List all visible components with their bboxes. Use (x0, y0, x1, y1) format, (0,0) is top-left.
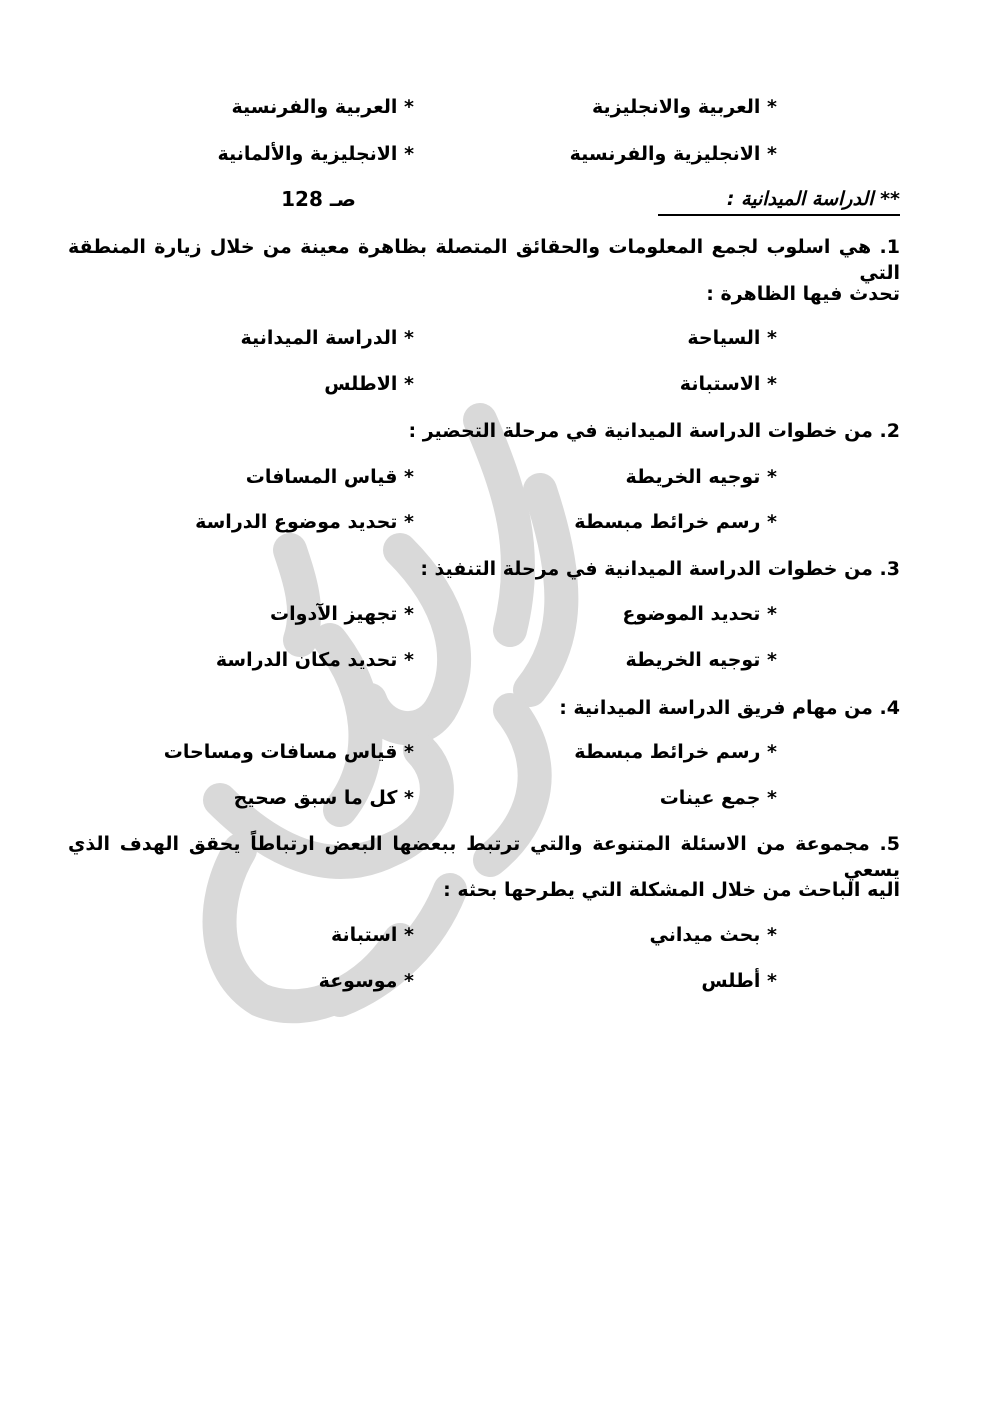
question-5-line-1: 5. مجموعة من الاسئلة المتنوعة والتي ترتبط ببعضها البعض ارتباطاً يحقق الهدف الذي يسعي (68, 833, 900, 881)
q5-option-a: * بحث ميداني (649, 924, 777, 946)
q1-option-d: * الاطلس (324, 373, 414, 395)
question-2-line-1: 2. من خطوات الدراسة الميدانية في مرحلة التحضير : (408, 420, 900, 442)
question-3-line-1: 3. من خطوات الدراسة الميدانية في مرحلة التنفيذ : (420, 558, 900, 580)
q3-option-b: * تجهيز الآدوات (270, 603, 414, 625)
q3-option-d: * تحديد مكان الدراسة (215, 649, 414, 671)
q1-option-c: * الاستبانة (679, 373, 777, 395)
q5-option-d: * موسوعة (318, 970, 414, 992)
q1-option-b: * الدراسة الميدانية (240, 327, 414, 349)
q4-option-a: * رسم خرائط مبسطة (574, 741, 777, 763)
q2-option-d: * تحديد موضوع الدراسة (195, 511, 414, 533)
page-reference: صـ 128 (281, 187, 356, 211)
q3-option-a: * تحديد الموضوع (622, 603, 777, 625)
q4-option-d: * كل ما سبق صحيح (233, 787, 414, 809)
q1-option-a: * السياحة (687, 327, 777, 349)
top-option-right-1: * العربية والانجليزية (591, 96, 777, 118)
q5-option-c: * أطلس (701, 970, 777, 992)
q2-option-a: * توجيه الخريطة (625, 466, 777, 488)
q2-option-b: * قياس المسافات (245, 466, 414, 488)
top-option-left-2: * الانجليزية والألمانية (217, 143, 414, 165)
q3-option-c: * توجيه الخريطة (625, 649, 777, 671)
q2-option-c: * رسم خرائط مبسطة (574, 511, 777, 533)
q4-option-b: * قياس مسافات ومساحات (163, 741, 414, 763)
question-4-line-1: 4. من مهام فريق الدراسة الميدانية : (559, 697, 900, 719)
question-1-line-2: تحدث فيها الظاهرة : (706, 283, 900, 305)
q4-option-c: * جمع عينات (659, 787, 777, 809)
section-title: ** الدراسة الميدانية : (658, 186, 900, 216)
question-1-line-1: 1. هي اسلوب لجمع المعلومات والحقائق المتصلة بظاهرة معينة من خلال زيارة المنطقة التي (68, 236, 900, 284)
q5-option-b: * استبانة (330, 924, 414, 946)
top-option-right-2: * الانجليزية والفرنسية (569, 143, 777, 165)
top-option-left-1: * العربية والفرنسية (231, 96, 414, 118)
question-5-line-2: اليه الباحث من خلال المشكلة التي يطرحها بحثه : (443, 879, 900, 901)
